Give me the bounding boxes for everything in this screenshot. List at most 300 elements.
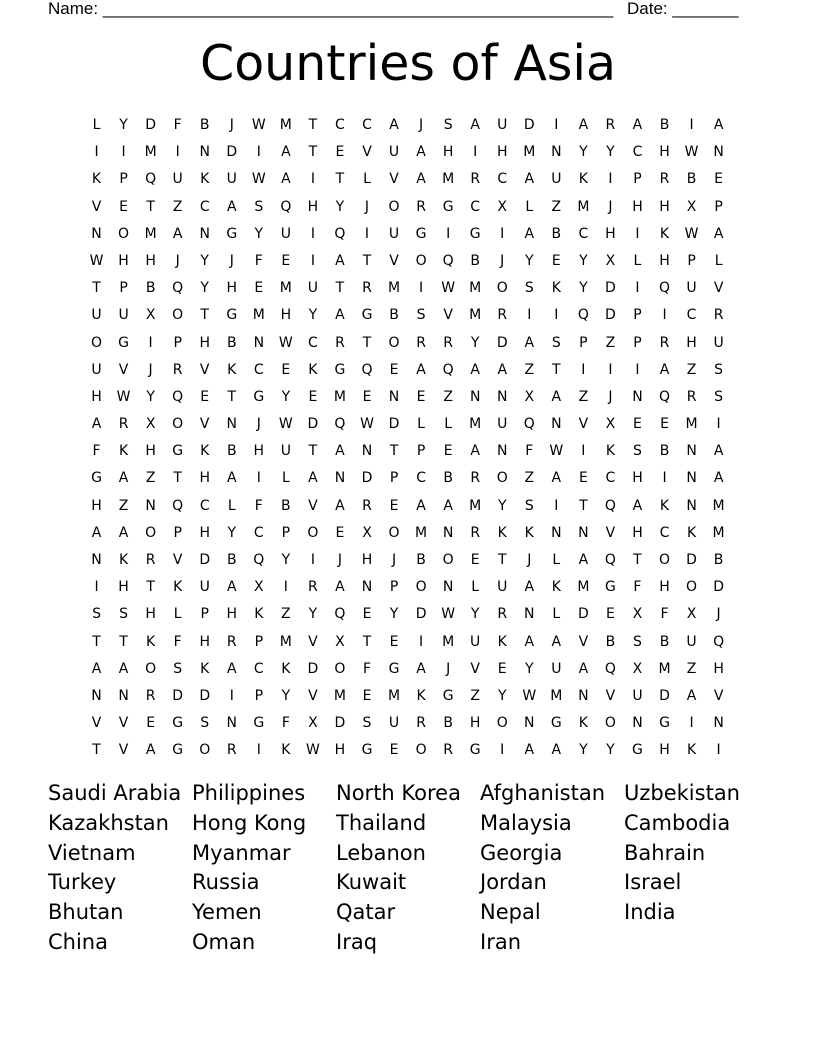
grid-letter: X [308, 715, 318, 732]
grid-letter: J [256, 416, 261, 433]
word-list-item: Myanmar [192, 840, 291, 865]
grid-letter: V [389, 171, 399, 188]
grid-row [83, 520, 732, 547]
grid-letter: B [470, 252, 480, 269]
grid-letter: R [416, 198, 426, 215]
grid-letter: T [362, 334, 372, 351]
word-list-item: Nepal [480, 900, 541, 925]
grid-letter: C [253, 660, 264, 677]
grid-letter: I [527, 307, 532, 324]
grid-letter: G [118, 334, 129, 351]
grid-letter: K [281, 742, 291, 759]
grid-row [83, 302, 732, 329]
word-list-item: Yemen [192, 900, 262, 925]
grid-letter: T [335, 171, 345, 188]
grid-letter: J [364, 198, 370, 215]
grid-letter: N [388, 388, 400, 405]
grid-letter: J [446, 660, 451, 677]
grid-letter: F [362, 660, 372, 677]
grid-letter: T [308, 144, 318, 161]
grid-letter: A [335, 497, 345, 514]
grid-letter: I [364, 225, 370, 242]
grid-letter: M [577, 198, 590, 215]
grid-letter: J [337, 552, 343, 568]
grid-letter: I [662, 307, 667, 324]
word-list-item: Vietnam [48, 840, 136, 865]
grid-letter: M [144, 225, 157, 242]
grid-row [83, 166, 732, 193]
grid-letter: T [389, 443, 399, 460]
grid-letter: T [200, 307, 209, 324]
grid-letter: I [446, 225, 451, 242]
grid-letter: U [307, 280, 319, 297]
grid-letter: M [387, 280, 401, 297]
grid-letter: Q [145, 171, 157, 188]
grid-letter: T [119, 633, 128, 650]
grid-letter: A [416, 144, 426, 161]
grid-letter: O [415, 252, 427, 269]
grid-letter: G [361, 307, 373, 324]
grid-letter: O [307, 524, 319, 541]
grid-letter: J [391, 552, 397, 568]
grid-letter: R [470, 524, 481, 541]
word-list-item: Malaysia [480, 810, 572, 835]
grid-letter: H [632, 470, 643, 487]
grid-row [83, 493, 732, 520]
grid-letter: U [686, 280, 697, 297]
grid-letter: O [686, 579, 698, 596]
grid-letter: F [633, 579, 642, 596]
grid-letter: I [310, 252, 315, 269]
grid-letter: W [278, 416, 293, 433]
grid-letter: S [416, 307, 426, 324]
grid-letter: Q [172, 497, 184, 514]
grid-letter: E [308, 388, 318, 405]
grid-letter: Y [281, 687, 291, 704]
grid-letter: V [91, 198, 102, 215]
grid-letter: Q [253, 552, 265, 568]
grid-letter: X [686, 198, 697, 215]
grid-letter: U [497, 579, 508, 596]
grid-letter: M [252, 307, 265, 324]
grid-letter: E [416, 388, 426, 405]
grid-letter: I [689, 117, 694, 133]
grid-letter: N [551, 416, 562, 433]
word-list-item: Kuwait [336, 870, 407, 895]
grid-letter: M [712, 524, 725, 541]
grid-letter: C [632, 144, 643, 161]
grid-letter: G [91, 470, 102, 487]
grid-letter: C [199, 497, 210, 514]
grid-letter: O [145, 524, 157, 541]
grid-letter: L [714, 252, 723, 269]
grid-letter: O [199, 742, 211, 759]
grid-letter: N [686, 470, 697, 487]
grid-letter: J [229, 117, 234, 133]
grid-letter: D [172, 687, 184, 704]
name-field-label: Name: ______________________________________________________ [48, 0, 614, 18]
grid-letter: Y [470, 606, 480, 623]
grid-letter: R [659, 171, 670, 188]
grid-letter: I [256, 144, 261, 161]
grid-letter: G [415, 225, 427, 242]
grid-letter: E [470, 552, 480, 568]
grid-letter: A [632, 117, 643, 133]
grid-letter: R [659, 334, 670, 351]
grid-letter: P [173, 524, 182, 541]
grid-letter: W [522, 687, 537, 704]
grid-letter: A [470, 361, 480, 378]
grid-letter: Z [172, 198, 183, 215]
grid-row [83, 112, 732, 139]
grid-letter: R [416, 334, 426, 351]
grid-letter: M [442, 171, 455, 188]
grid-row [83, 737, 732, 764]
grid-letter: S [551, 334, 561, 351]
grid-letter: Y [200, 252, 209, 269]
grid-letter: D [605, 280, 616, 297]
grid-row [83, 139, 732, 166]
grid-letter: A [551, 742, 562, 759]
grid-letter: N [253, 334, 265, 351]
grid-letter: T [497, 552, 507, 568]
grid-letter: H [334, 742, 346, 759]
grid-letter: A [470, 443, 480, 460]
grid-letter: V [443, 307, 453, 324]
grid-letter: M [469, 497, 482, 514]
grid-letter: N [551, 524, 562, 541]
grid-letter: R [713, 307, 724, 324]
grid-letter: I [94, 144, 99, 161]
grid-letter: U [551, 660, 562, 677]
grid-letter: U [632, 687, 643, 704]
grid-letter: D [713, 579, 724, 596]
grid-letter: Y [335, 198, 345, 215]
grid-letter: K [281, 660, 291, 677]
grid-letter: V [118, 361, 129, 378]
grid-letter: A [335, 307, 345, 324]
grid-letter: Q [442, 361, 454, 378]
grid-row [83, 465, 732, 492]
grid-letter: A [172, 225, 183, 242]
grid-letter: P [416, 443, 426, 460]
grid-letter: P [579, 334, 588, 351]
grid-letter: A [335, 579, 345, 596]
grid-letter: K [578, 715, 588, 732]
header [48, 0, 740, 24]
grid-letter: Y [227, 524, 237, 541]
word-list-item: Philippines [192, 781, 306, 805]
grid-letter: O [388, 524, 400, 541]
grid-letter: H [659, 252, 670, 269]
grid-letter: A [443, 497, 453, 514]
grid-letter: A [226, 579, 237, 596]
grid-letter: G [226, 225, 238, 242]
grid-letter: A [91, 416, 102, 433]
grid-letter: C [497, 171, 508, 188]
grid-letter: X [362, 524, 372, 541]
grid-letter: B [226, 334, 237, 351]
grid-letter: M [279, 633, 292, 650]
grid-letter: X [605, 416, 616, 433]
grid-letter: B [605, 633, 616, 650]
word-list-item: Afghanistan [480, 781, 606, 805]
grid-letter: O [91, 334, 103, 351]
grid-letter: T [308, 117, 318, 133]
grid-letter: S [714, 388, 724, 405]
grid-row [83, 221, 732, 248]
word-list-item: Jordan [480, 870, 547, 895]
grid-letter: X [632, 660, 643, 677]
grid-letter: A [713, 117, 724, 133]
grid-letter: F [281, 715, 290, 732]
grid-letter: T [146, 198, 155, 215]
grid-letter: Y [308, 307, 318, 324]
grid-letter: Z [118, 497, 129, 514]
grid-letter: Q [604, 497, 616, 514]
grid-letter: Z [686, 660, 697, 677]
grid-letter: K [686, 524, 697, 541]
grid-letter: K [551, 579, 561, 596]
grid-letter: L [633, 252, 642, 269]
grid-letter: U [470, 633, 481, 650]
grid-letter: I [121, 144, 126, 161]
grid-letter: Q [172, 280, 184, 297]
grid-letter: L [471, 579, 480, 596]
grid-letter: A [416, 660, 426, 677]
word-list-item: Cambodia [624, 810, 731, 835]
word-list-item: Iran [480, 929, 522, 954]
grid-letter: J [608, 388, 613, 405]
grid-letter: V [199, 416, 210, 433]
grid-letter: R [470, 470, 481, 487]
grid-letter: V [470, 660, 480, 677]
grid-letter: I [716, 416, 721, 433]
grid-letter: U [172, 171, 183, 188]
grid-letter: F [660, 606, 669, 623]
grid-letter: E [714, 171, 724, 188]
grid-letter: I [229, 687, 234, 704]
grid-letter: H [91, 388, 102, 405]
grid-letter: O [496, 280, 508, 297]
grid-letter: K [578, 171, 588, 188]
grid-letter: Z [524, 470, 535, 487]
grid-letter: D [226, 144, 238, 161]
grid-letter: K [497, 633, 507, 650]
grid-letter: K [200, 171, 210, 188]
grid-letter: D [605, 307, 616, 324]
grid-letter: E [281, 252, 291, 269]
grid-letter: B [443, 470, 453, 487]
grid-letter: A [118, 524, 129, 541]
grid-letter: T [92, 280, 101, 297]
grid-letter: W [441, 606, 456, 623]
grid-letter: R [118, 416, 129, 433]
grid-letter: T [633, 552, 642, 568]
grid-letter: G [469, 225, 481, 242]
grid-letter: S [633, 633, 642, 650]
grid-letter: I [500, 225, 505, 242]
grid-letter: U [388, 144, 400, 161]
grid-letter: O [118, 225, 130, 242]
grid-letter: E [551, 252, 561, 269]
grid-letter: V [308, 497, 318, 514]
grid-letter: R [362, 497, 372, 514]
grid-letter: T [362, 633, 372, 650]
word-list-item: Kazakhstan [48, 810, 169, 835]
word-list-item: North Korea [336, 781, 461, 805]
grid-letter: F [254, 252, 263, 269]
grid-letter: Y [281, 552, 291, 568]
grid-letter: H [659, 198, 670, 215]
grid-letter: T [552, 361, 561, 378]
grid-letter: I [716, 742, 721, 759]
grid-letter: A [524, 225, 535, 242]
grid-letter: E [578, 470, 588, 487]
grid-letter: A [578, 117, 589, 133]
grid-row [83, 601, 732, 628]
grid-letter: N [226, 416, 237, 433]
grid-letter: B [389, 307, 399, 324]
grid-letter: H [632, 198, 643, 215]
grid-letter: A [118, 470, 129, 487]
grid-letter: A [578, 660, 589, 677]
grid-letter: L [552, 552, 561, 568]
grid-letter: B [551, 225, 562, 242]
grid-letter: H [226, 280, 238, 297]
grid-letter: A [416, 361, 426, 378]
grid-letter: E [254, 280, 264, 297]
grid-letter: V [578, 416, 589, 433]
grid-letter: A [713, 443, 724, 460]
grid-letter: G [361, 742, 373, 759]
grid-letter: I [419, 280, 424, 297]
grid-letter: N [496, 443, 508, 460]
grid-letter: V [172, 552, 183, 568]
word-list-item: Israel [624, 870, 682, 895]
grid-letter: I [310, 225, 315, 242]
grid-letter: T [227, 388, 237, 405]
grid-letter: U [280, 443, 291, 460]
grid-letter: M [469, 280, 482, 297]
grid-letter: X [524, 388, 535, 405]
grid-letter: K [524, 524, 534, 541]
grid-letter: K [497, 524, 507, 541]
grid-letter: N [118, 687, 129, 704]
grid-letter: N [578, 687, 589, 704]
grid-letter: H [199, 524, 210, 541]
grid-letter: N [199, 144, 210, 161]
grid-row [83, 384, 732, 411]
word-search-grid [83, 112, 732, 765]
grid-letter: S [92, 606, 101, 623]
grid-letter: J [716, 606, 721, 623]
grid-letter: G [172, 742, 184, 759]
word-list [48, 779, 768, 958]
grid-letter: C [199, 198, 210, 215]
grid-letter: D [659, 687, 670, 704]
grid-letter: K [200, 443, 210, 460]
grid-letter: D [388, 416, 400, 433]
word-list-item: Turkey [48, 870, 117, 895]
grid-letter: U [118, 307, 129, 324]
grid-row [83, 656, 732, 683]
grid-letter: M [550, 687, 563, 704]
grid-letter: Q [523, 416, 535, 433]
grid-letter: B [713, 552, 724, 568]
grid-letter: P [281, 524, 291, 541]
grid-letter: N [145, 497, 156, 514]
grid-letter: M [712, 497, 725, 514]
grid-letter: H [686, 334, 697, 351]
grid-letter: H [226, 606, 238, 623]
grid-letter: L [281, 470, 290, 487]
grid-row [83, 574, 732, 601]
grid-letter: E [389, 361, 399, 378]
grid-letter: H [145, 252, 156, 269]
grid-letter: E [146, 715, 156, 732]
grid-letter: T [146, 579, 155, 596]
grid-letter: G [442, 198, 454, 215]
grid-letter: E [335, 524, 345, 541]
grid-letter: R [443, 334, 453, 351]
grid-row [83, 330, 732, 357]
grid-letter: G [442, 687, 454, 704]
grid-letter: K [200, 660, 210, 677]
grid-letter: L [92, 117, 101, 133]
grid-letter: I [608, 171, 613, 188]
grid-letter: D [199, 687, 211, 704]
grid-letter: S [524, 280, 534, 297]
date-field-label: Date: _______ [627, 0, 739, 18]
grid-letter: K [686, 742, 697, 759]
grid-letter: A [389, 117, 399, 133]
grid-letter: M [577, 579, 590, 596]
grid-letter: T [92, 742, 101, 759]
grid-letter: I [283, 579, 288, 596]
grid-letter: B [226, 552, 237, 568]
grid-letter: C [470, 198, 481, 215]
grid-letter: E [389, 742, 399, 759]
grid-letter: C [659, 524, 670, 541]
grid-letter: Q [172, 388, 184, 405]
grid-letter: S [714, 361, 724, 378]
grid-letter: A [497, 361, 508, 378]
grid-letter: R [416, 715, 426, 732]
grid-letter: N [91, 552, 102, 568]
grid-letter: Q [334, 416, 346, 433]
grid-letter: Y [200, 280, 209, 297]
grid-letter: K [659, 497, 670, 514]
grid-row [83, 438, 732, 465]
grid-letter: B [226, 443, 237, 460]
grid-letter: Z [605, 334, 616, 351]
grid-letter: N [713, 715, 724, 732]
grid-letter: T [335, 280, 345, 297]
grid-letter: Y [579, 144, 588, 161]
grid-letter: A [659, 361, 670, 378]
grid-letter: R [686, 388, 697, 405]
grid-letter: W [278, 334, 293, 351]
grid-letter: U [551, 171, 562, 188]
grid-letter: B [659, 117, 670, 133]
grid-letter: P [687, 252, 696, 269]
grid-letter: G [388, 660, 400, 677]
grid-letter: W [116, 388, 131, 405]
grid-letter: A [416, 171, 426, 188]
grid-letter: C [362, 117, 372, 133]
grid-letter: N [91, 687, 102, 704]
